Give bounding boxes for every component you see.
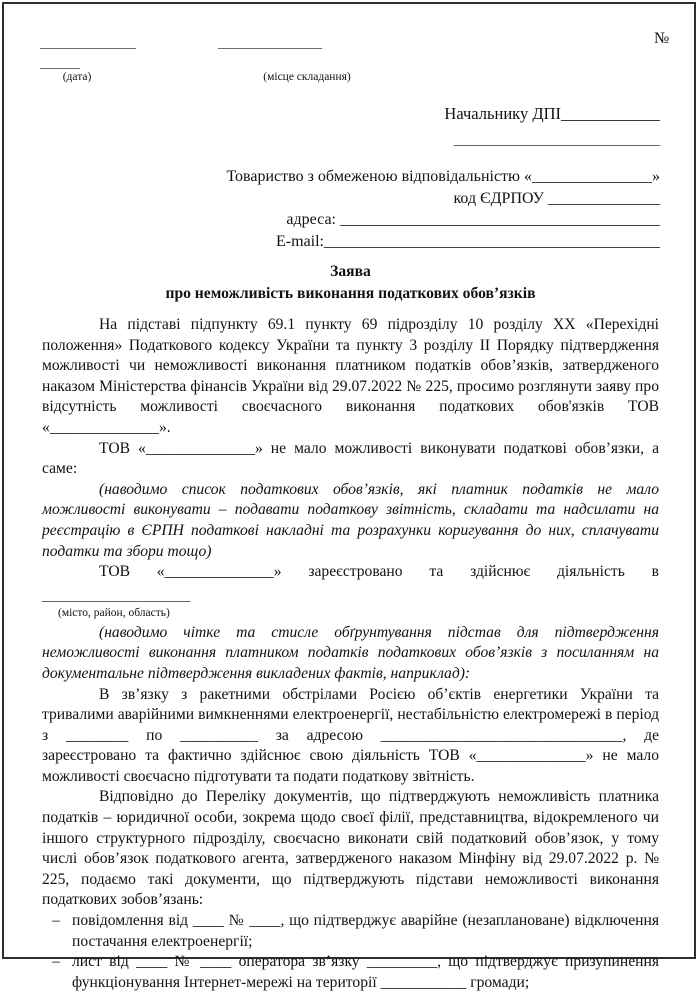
location-caption: (місто, район, область)	[58, 606, 170, 619]
address-line: адреса: ________________________________________	[286, 211, 660, 228]
bullet-item-internet-outage	[42, 952, 659, 993]
date-caption: (дата)	[62, 71, 92, 83]
bullet-text: повідомлення від ____ № ____, що підтверджує аварійне (незаплановане) відключення постачання електроенергії;	[72, 912, 659, 950]
paragraph-tov-obligations: ТОВ «______________» не мало можливості виконувати податкові обов’язки, а саме:	[42, 439, 659, 478]
company-name-line: Товариство з обмеженою відповідальністю «_______________»	[226, 168, 660, 185]
dash-bullet-icon: –	[52, 953, 60, 971]
place-caption: (місце складання)	[263, 71, 351, 83]
document-page	[2, 2, 696, 991]
applicant-block	[226, 166, 660, 252]
email-line: E-mail:__________________________________________	[276, 232, 660, 250]
dash-bullet-icon: –	[52, 912, 60, 930]
paragraph-obligations-list-note: (наводимо список податкових обов’язків, які платник податків не мало можливості виконувати – подавати податкову звітність, складати та надсилати на реєстрацію в ЄРПН податкові накладні та розрахунки коригування до них, сплачувати податки та збори тощо)	[42, 480, 659, 560]
edrpou-line: код ЄДРПОУ ______________	[453, 189, 660, 207]
date-blank-short-line: _____	[40, 54, 80, 71]
place-blank-line: _____________	[218, 34, 322, 51]
document-body	[42, 261, 659, 993]
document-subtitle: про неможливість виконання податкових обов’язків	[165, 285, 536, 302]
document-title-block	[42, 261, 659, 305]
addressee-line: Начальнику ДПІ____________	[444, 104, 660, 123]
paragraph-blackout-details: В зв’язку з ракетними обстрілами Росією об’єктів енергетики України та тривалими аварійними вимкненнями електроенергії, нестабільністю електромережі в період з ________ по __________ за адресою _______________________________, де зареєстровано та фактично здійснює свою діяльність ТОВ «______________» не мало можливості своєчасно підготувати та подати податкову звітність.	[42, 685, 659, 785]
document-number-label: №	[654, 30, 670, 47]
paragraph-legal-basis: На підставі підпункту 69.1 пункту 69 підрозділу 10 розділу ХХ «Перехідні положення» Податкового кодексу України та пункту 3 розділу ІІ Порядку підтвердження можливості чи неможливості виконання платником податків обов’язків, затвердженого наказом Міністерства фінансів України від 29.07.2022 № 225, просимо розглянути заяву про відсутність можливості своєчасного виконання податкових обов'язків ТОВ «______________».	[42, 316, 659, 436]
paragraph-registration: ТОВ «______________» зареєстровано та здійснює діяльність в	[99, 563, 659, 581]
addressee-blank-line: _________________________	[453, 129, 660, 148]
date-blank-line: ____________	[40, 34, 136, 51]
paragraph-justification-note: (наводимо чітке та стисле обґрунтування підстав для підтвердження неможливості виконання платником податків податкових обов’язків з посиланням на документальне підтвердження викладених фактів, наприклад):	[42, 623, 659, 682]
bullet-item-power-outage	[42, 911, 659, 952]
location-blank-line: ___________________	[42, 586, 191, 604]
bullet-text: лист від ____ № ____ оператора зв’язку _________, що підтверджує призупинення функціонування Інтернет-мережі на території ___________ громади;	[72, 953, 659, 991]
document-title: Заява	[330, 263, 371, 280]
paragraph-documents-list-intro: Відповідно до Переліку документів, що підтверджують неможливість платника податків – юридичної особи, зокрема щодо своєї філії, представництва, відокремленого чи іншого структурного підрозділу, своєчасно виконати свій податковий обов’язок, у тому числі обов’язок податкового агента, затвердженого наказом Мінфіну від 29.07.2022 р. № 225, подаємо такі документи, що підтверджують підстави неможливості виконання податкових зобов’язань:	[42, 788, 659, 909]
